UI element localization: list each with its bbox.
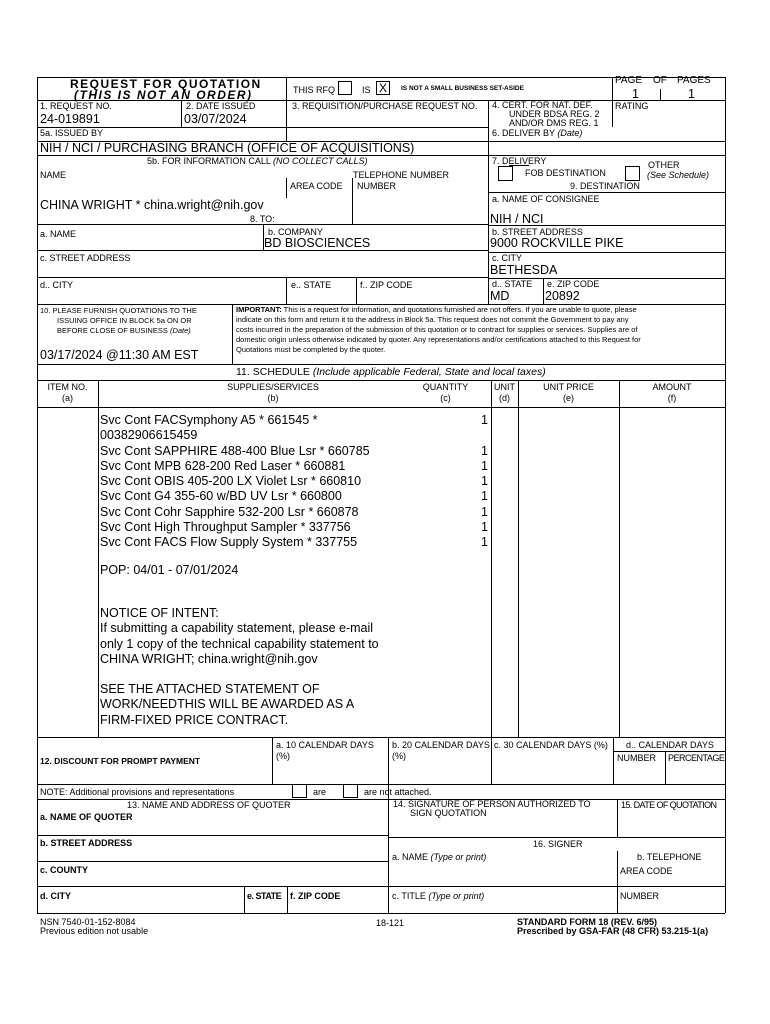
requisition-label: 3. REQUISITION/PURCHASE REQUEST NO. (292, 101, 478, 111)
info-name-label: NAME (40, 170, 67, 180)
provisions-are-checkbox[interactable] (292, 784, 307, 798)
fob-destination-checkbox[interactable] (498, 166, 513, 181)
this-rfq-label: THIS RFQ (293, 85, 335, 95)
area-code-label: AREA CODE (290, 181, 343, 191)
page-value: 1 (632, 87, 639, 101)
col-unit: UNIT (d) (494, 382, 515, 403)
dest-zip-label: e. ZIP CODE (547, 279, 600, 289)
schedule-line: Svc Cont SAPPHIRE 488-400 Blue Lsr * 660785 (100, 443, 370, 458)
discount-percentage-label: PERCENTAGE (668, 753, 725, 763)
pop-text: POP: 04/01 - 07/01/2024 (100, 563, 239, 577)
schedule-quantities (470, 413, 488, 551)
request-no-label: 1. REQUEST NO. (40, 101, 112, 111)
schedule-line: Svc Cont FACSymphony A5 * 661545 * (100, 413, 318, 427)
note-are-label: are (313, 787, 327, 797)
footer-standard-form: STANDARD FORM 18 (REV. 6/95) Prescribed by GSA-FAR (48 CFR) 53.215-1(a) (517, 917, 709, 936)
schedule-qty: 1 (481, 535, 488, 550)
quotation-deadline-label: 10. PLEASE FURNISH QUOTATIONS TO THE ISSUING OFFICE IN BLOCK 5a ON OR BEFORE CLOSE OF BUSINESS (Date) (40, 306, 197, 335)
form-subtitle: (THIS IS NOT AN ORDER) (74, 88, 253, 102)
schedule-line: Svc Cont FACS Flow Supply System * 337755 (100, 535, 358, 550)
to-label: 8. TO: (250, 214, 275, 224)
col-quantity: QUANTITY (c) (422, 382, 469, 403)
date-issued-value: 03/07/2024 (184, 112, 247, 126)
destination-label: 9. DESTINATION (570, 181, 640, 191)
signer-label: 16. SIGNER (533, 839, 583, 849)
schedule-qty: 1 (481, 443, 488, 458)
set-aside-checkbox-is[interactable] (338, 81, 352, 95)
signer-number-label: NUMBER (620, 891, 660, 901)
schedule-line: 00382906615459 (100, 428, 198, 443)
dest-street-value: 9000 ROCKVILLE PIKE (490, 236, 624, 250)
schedule-qty: 1 (481, 458, 488, 473)
consignee-value: NIH / NCI (490, 212, 544, 226)
cert-nat-def-label: 4. CERT. FOR NAT. DEF. UNDER BDSA REG. 2 AND/OR DMS REG. 1 (492, 100, 600, 126)
dest-city-label: c. CITY (492, 253, 523, 263)
company-value: BD BIOSCIENCES (264, 236, 371, 250)
discount-10-days: a. 10 CALENDAR DAYS (%) (276, 740, 374, 761)
signer-area-code-label: AREA CODE (620, 866, 673, 876)
discount-label: 12. DISCOUNT FOR PROMPT PAYMENT (40, 756, 201, 766)
signer-telephone-label: b. TELEPHONE (637, 852, 702, 862)
set-aside-label: IS NOT A SMALL BUSINESS SET-ASIDE (401, 85, 524, 92)
quoter-city-label: d. CITY (40, 891, 71, 901)
footer-code: 18-121 (376, 918, 405, 928)
schedule-title: 11. SCHEDULE (Include applicable Federal, State and local taxes) (236, 366, 546, 378)
page-label: PAGE (615, 75, 643, 86)
schedule-qty: 1 (481, 504, 488, 519)
info-call-label: 5b. FOR INFORMATION CALL (NO COLLECT CALLS) (147, 156, 368, 166)
to-street-label: c. STREET ADDRESS (40, 253, 131, 263)
issued-by-label: 5a. ISSUED BY (40, 128, 104, 138)
consignee-label: a. NAME OF CONSIGNEE (492, 194, 600, 204)
form-title: REQUEST FOR QUOTATION (70, 77, 262, 91)
signer-name-label: a. NAME (Type or print) (392, 852, 487, 862)
delivery-label: 7. DELIVERY (492, 156, 547, 166)
discount-30-days: c. 30 CALENDAR DAYS (%) (494, 740, 608, 750)
dest-state-value: MD (490, 289, 510, 303)
pages-label: PAGES (677, 75, 711, 86)
schedule-qty (470, 428, 488, 443)
discount-calendar-days: d.. CALENDAR DAYS (626, 740, 714, 750)
to-state-label: e.. STATE (291, 280, 332, 290)
footer-nsn: NSN 7540-01-152-8084 Previous edition not usable (40, 917, 149, 936)
date-of-quotation-label: 15. DATE OF QUOTATION (621, 800, 717, 810)
quoter-section-label: 13. NAME AND ADDRESS OF QUOTER (127, 800, 291, 810)
date-issued-label: 2. DATE ISSUED (186, 101, 256, 111)
note-provisions: NOTE: Additional provisions and representations (40, 787, 235, 797)
deliver-by-label: 6. DELIVER BY (Date) (492, 128, 583, 138)
discount-20-days: b. 20 CALENDAR DAYS (%) (392, 740, 490, 761)
dest-state-label: d.. STATE (492, 279, 533, 289)
issued-by-value: NIH / NCI / PURCHASING BRANCH (OFFICE OF ACQUISITIONS) (40, 141, 415, 155)
pages-value: 1 (688, 87, 695, 101)
provisions-are-not-checkbox[interactable] (343, 784, 358, 798)
col-supplies: SUPPLIES/SERVICES (b) (227, 382, 319, 403)
col-item-no: ITEM NO. (a) (47, 382, 88, 403)
signer-title-label: c. TITLE (Type or print) (392, 891, 485, 901)
quoter-street-label: b. STREET ADDRESS (40, 838, 133, 848)
quotation-deadline-value: 03/17/2024 @11:30 AM EST (40, 348, 199, 362)
dest-city-value: BETHESDA (490, 263, 558, 277)
schedule-qty: 1 (481, 520, 488, 535)
see-schedule-label: (See Schedule) (647, 170, 710, 180)
attached-statement: SEE THE ATTACHED STATEMENT OF WORK/NEEDTHIS WILL BE AWARDED AS A FIRM-FIXED PRICE CONTRACT. (100, 682, 355, 727)
schedule-line: Svc Cont High Throughput Sampler * 337756 (100, 520, 351, 535)
col-unit-price: UNIT PRICE (e) (543, 382, 594, 403)
note-are-not-label: are not attached. (364, 787, 432, 797)
notice-of-intent: NOTICE OF INTENT: If submitting a capability statement, please e-mail only 1 copy of the technical capability statement to CHINA WRIGHT; china.wright@nih.gov (100, 606, 379, 666)
fob-destination-label: FOB DESTINATION (525, 168, 606, 178)
schedule-line: Svc Cont G4 355-60 w/BD UV Lsr * 660800 (100, 489, 342, 504)
to-zip-label: f.. ZIP CODE (360, 280, 413, 290)
quoter-county-label: c. COUNTY (40, 865, 89, 875)
schedule-line: Svc Cont Cohr Sapphire 532-200 Lsr * 660878 (100, 504, 359, 519)
number-label: NUMBER (357, 181, 397, 191)
schedule-line: Svc Cont MPB 628-200 Red Laser * 660881 (100, 458, 346, 473)
info-name-value: CHINA WRIGHT * china.wright@nih.gov (40, 198, 264, 212)
rating-label: RATING (615, 101, 649, 111)
quoter-name-label: a. NAME OF QUOTER (40, 812, 133, 822)
schedule-qty: 1 (481, 413, 488, 427)
discount-number-label: NUMBER (617, 753, 657, 763)
schedule-qty: 1 (481, 474, 488, 489)
other-label: OTHER (648, 160, 680, 170)
to-name-label: a. NAME (40, 229, 77, 239)
schedule-lines (100, 413, 370, 551)
signature-label: 14. SIGNATURE OF PERSON AUTHORIZED TO SIGN QUOTATION (393, 799, 591, 818)
quoter-zip-label: f. ZIP CODE (290, 891, 341, 901)
schedule-qty: 1 (481, 489, 488, 504)
set-aside-checkbox-is-not[interactable]: X (376, 81, 390, 95)
telephone-label: TELEPHONE NUMBER (353, 170, 450, 180)
is-label: IS (362, 85, 371, 95)
of-label: OF (653, 75, 667, 86)
quoter-state-label: e. STATE (247, 891, 282, 901)
important-notice: IMPORTANT: This is a request for information, and quotations furnished are not offers. If you are unable to quote, please indicate on this form and return it to the address in Block 5a. This request does not commit the Government to pay any costs incurred in the preparation of the submission of this quotation or to contract for supplies or services. Supplies are of domestic origin unless otherwise indicated by quoter. Any representations and/or certifications attached to this Request for Quotations must be completed by the quoter. (236, 305, 641, 354)
dest-zip-value: 20892 (545, 289, 580, 303)
other-checkbox[interactable] (625, 166, 640, 181)
col-amount: AMOUNT (f) (652, 382, 692, 403)
dest-street-label: b. STREET ADDRESS (492, 227, 583, 237)
company-label: b. COMPANY (268, 227, 323, 237)
request-no-value: 24-019891 (40, 112, 100, 126)
to-city-label: d.. CITY (40, 280, 74, 290)
schedule-line: Svc Cont OBIS 405-200 LX Violet Lsr * 660810 (100, 474, 362, 489)
